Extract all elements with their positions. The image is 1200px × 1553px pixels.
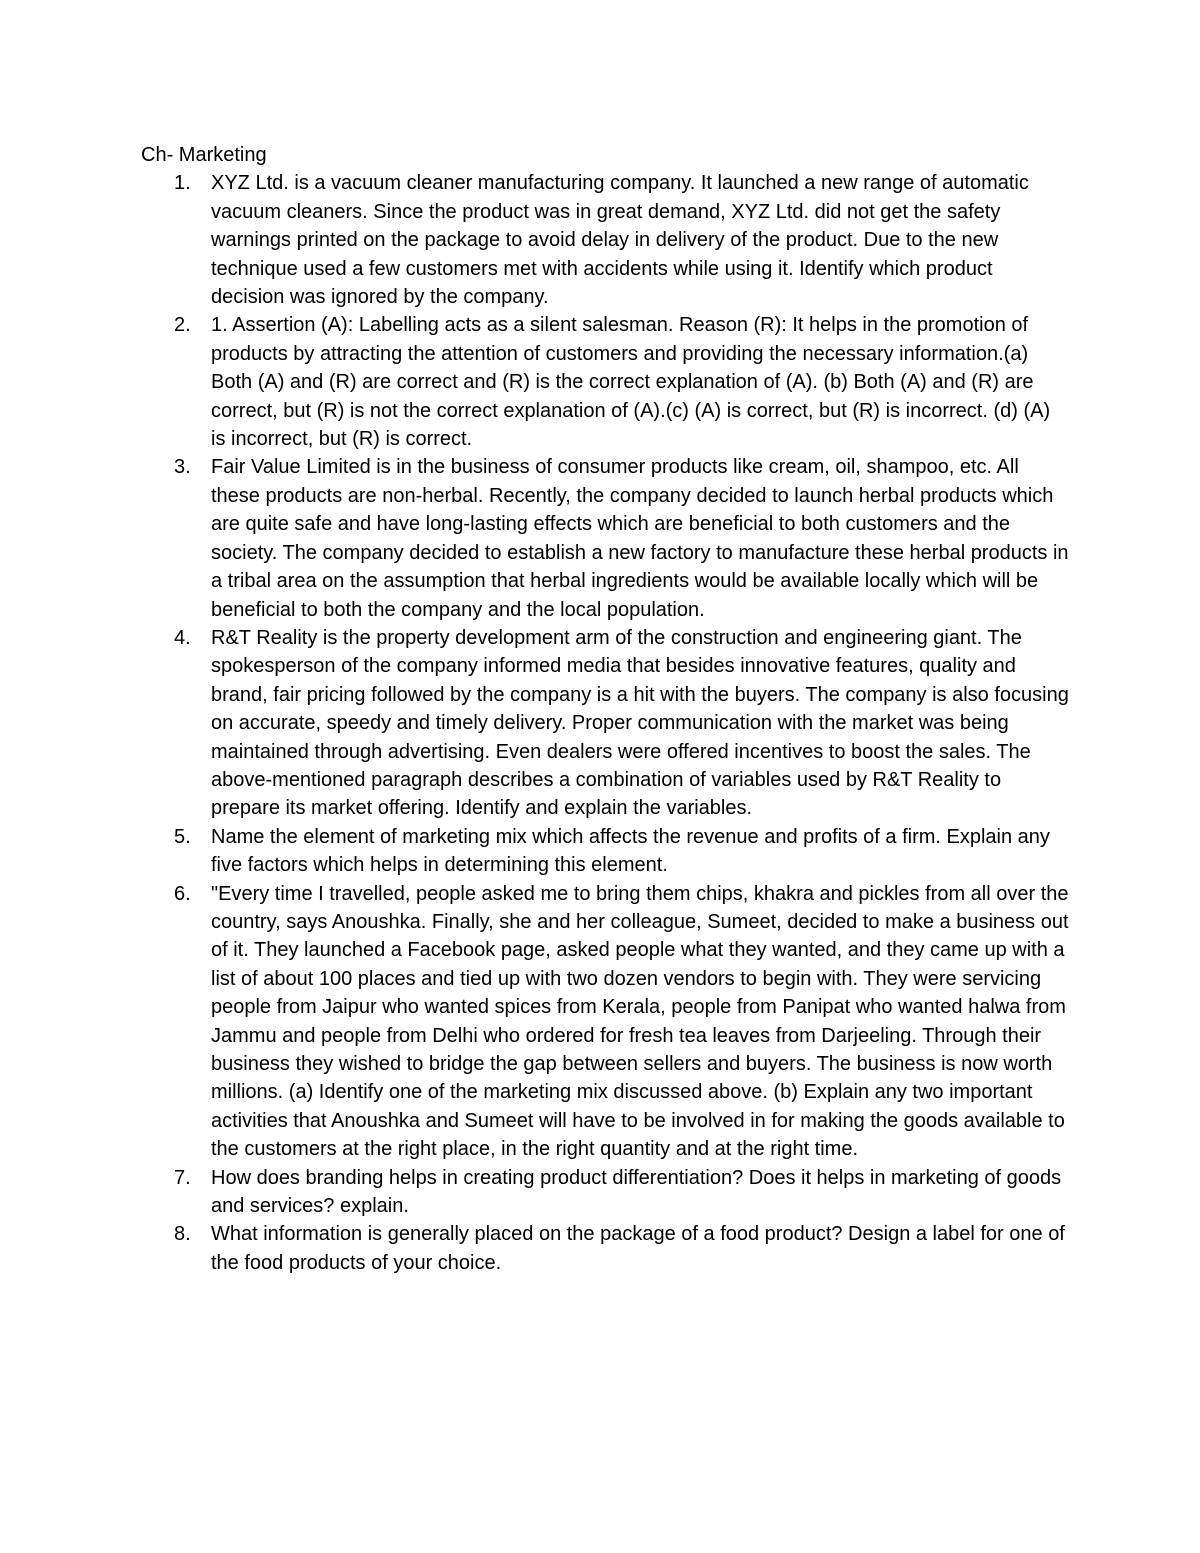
list-item [141, 624, 1069, 823]
list-item [141, 823, 1069, 880]
document-page [141, 141, 1069, 1277]
question-number: 4. [174, 626, 191, 649]
question-text: XYZ Ltd. is a vacuum cleaner manufacturing company. It launched a new range of automatic vacuum cleaners. Since the product was in great demand, XYZ Ltd. did not get the safety warnings printed on the package to avoid delay in delivery of the product. Due to the new technique used a few customers met with accidents while using it. Identify which product decision was ignored by the company. [211, 172, 1029, 309]
question-text: How does branding helps in creating product differentiation? Does it helps in marketing of goods and services? explain. [211, 1166, 1062, 1218]
list-item [141, 169, 1069, 311]
question-number: 1. [174, 172, 191, 195]
question-number: 7. [174, 1166, 191, 1189]
question-number: 2. [174, 314, 191, 337]
question-number: 5. [174, 825, 191, 848]
question-list [141, 169, 1069, 1277]
list-item [141, 1164, 1069, 1221]
list-item [141, 880, 1069, 1164]
question-text: What information is generally placed on the package of a food product? Design a label for one of the food products of your choice. [211, 1223, 1065, 1274]
question-text: 1. Assertion (A): Labelling acts as a silent salesman. Reason (R): It helps in the promotion of products by attracting the attention of customers and providing the necessary information.(a) Both (A) and (R) are correct and (R) is the correct explanation of (A). (b) Both (A) and (R) are correct, but (R) is not the correct explanation of (A).(c) (A) is correct, but (R) is incorrect. (d) (A) is incorrect, but (R) is correct. [211, 314, 1051, 451]
question-number: 3. [174, 456, 191, 479]
chapter-heading: Ch- Marketing [141, 144, 267, 166]
list-item [141, 311, 1069, 453]
question-text: Fair Value Limited is in the business of consumer products like cream, oil, shampoo, etc. All these products are non-herbal. Recently, the company decided to launch herbal products which are quite safe and have long-lasting effects which are beneficial to both customers and the society. The company decided to establish a new factory to manufacture these herbal products in a tribal area on the assumption that herbal ingredients would be available locally which will be beneficial to both the company and the local population. [211, 456, 1069, 621]
question-text: Name the element of marketing mix which affects the revenue and profits of a firm. Explain any five factors which helps in determining this element. [211, 825, 1050, 877]
question-text: R&T Reality is the property development arm of the construction and engineering giant. The spokesperson of the company informed media that besides innovative features, quality and brand, fair pricing followed by the company is a hit with the buyers. The company is also focusing on accurate, speedy and timely delivery. Proper communication with the market was being maintained through advertising. Even dealers were offered incentives to boost the sales. The above-mentioned paragraph describes a combination of variables used by R&T Reality to prepare its market offering. Identify and explain the variables. [211, 626, 1069, 820]
list-item [141, 453, 1069, 623]
question-number: 6. [174, 882, 191, 905]
question-number: 8. [174, 1223, 191, 1246]
list-item [141, 1220, 1069, 1277]
question-text: "Every time I travelled, people asked me to bring them chips, khakra and pickles from all over the country, says Anoushka. Finally, she and her colleague, Sumeet, decided to make a business out of it. They launched a Facebook page, asked people what they wanted, and they came up with a list of about 100 places and tied up with two dozen vendors to begin with. They were servicing people from Jaipur who wanted spices from Kerala, people from Panipat who wanted halwa from Jammu and people from Delhi who ordered for fresh tea leaves from Darjeeling. Through their business they wished to bridge the gap between sellers and buyers. The business is now worth millions. (a) Identify one of the marketing mix discussed above. (b) Explain any two important activities that Anoushka and Sumeet will have to be involved in for making the goods available to the customers at the right place, in the right quantity and at the right time. [211, 882, 1069, 1161]
